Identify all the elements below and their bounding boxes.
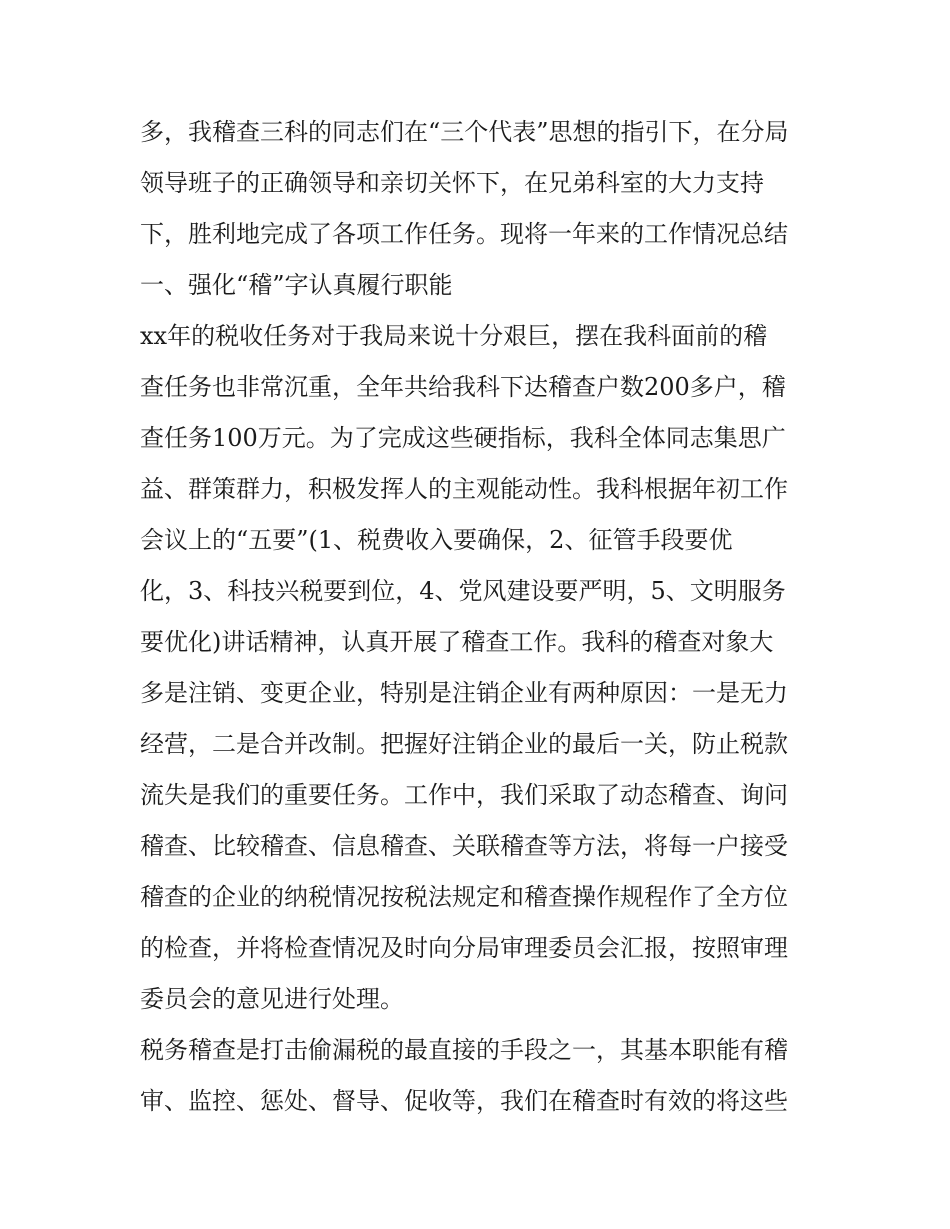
text-line: 的检查，并将检查情况及时向分局审理委员会汇报，按照审理	[140, 934, 788, 962]
text-line: 下，胜利地完成了各项工作任务。现将一年来的工作情况总结	[140, 220, 788, 248]
text-line: 要优化)讲话精神，认真开展了稽查工作。我科的稽查对象大	[140, 628, 774, 656]
text-line: 税务稽查是打击偷漏税的最直接的手段之一，其基本职能有稽	[140, 1036, 788, 1064]
text-line: 稽查的企业的纳税情况按税法规定和稽查操作规程作了全方位	[140, 883, 788, 911]
text-line: 经营，二是合并改制。把握好注销企业的最后一关，防止税款	[140, 730, 788, 758]
text-line: 领导班子的正确领导和亲切关怀下，在兄弟科室的大力支持	[140, 169, 764, 197]
text-line: 查任务100万元。为了完成这些硬指标，我科全体同志集思广	[140, 424, 786, 452]
text-line: 化，3、科技兴税要到位，4、党风建设要严明，5、文明服务	[140, 577, 786, 605]
text-line: 多，我稽查三科的同志们在“三个代表”思想的指引下，在分局	[140, 118, 789, 146]
text-line: 多是注销、变更企业，特别是注销企业有两种原因：一是无力	[140, 679, 788, 707]
text-line: 流失是我们的重要任务。工作中，我们采取了动态稽查、询问	[140, 781, 788, 809]
text-line: 稽查、比较稽查、信息稽查、关联稽查等方法，将每一户接受	[140, 832, 788, 860]
text-line: 委员会的意见进行处理。	[140, 985, 404, 1013]
section-heading: 一、强化“稽”字认真履行职能	[140, 271, 453, 299]
text-line: xx年的税收任务对于我局来说十分艰巨，摆在我科面前的稽	[140, 322, 768, 350]
text-line: 会议上的“五要”(1、税费收入要确保，2、征管手段要优	[140, 526, 733, 554]
text-line: 查任务也非常沉重，全年共给我科下达稽查户数200多户，稽	[140, 373, 786, 401]
document-body	[140, 106, 816, 1127]
text-line: 益、群策群力，积极发挥人的主观能动性。我科根据年初工作	[140, 475, 788, 503]
text-line: 审、监控、惩处、督导、促收等，我们在稽查时有效的将这些	[140, 1087, 788, 1115]
